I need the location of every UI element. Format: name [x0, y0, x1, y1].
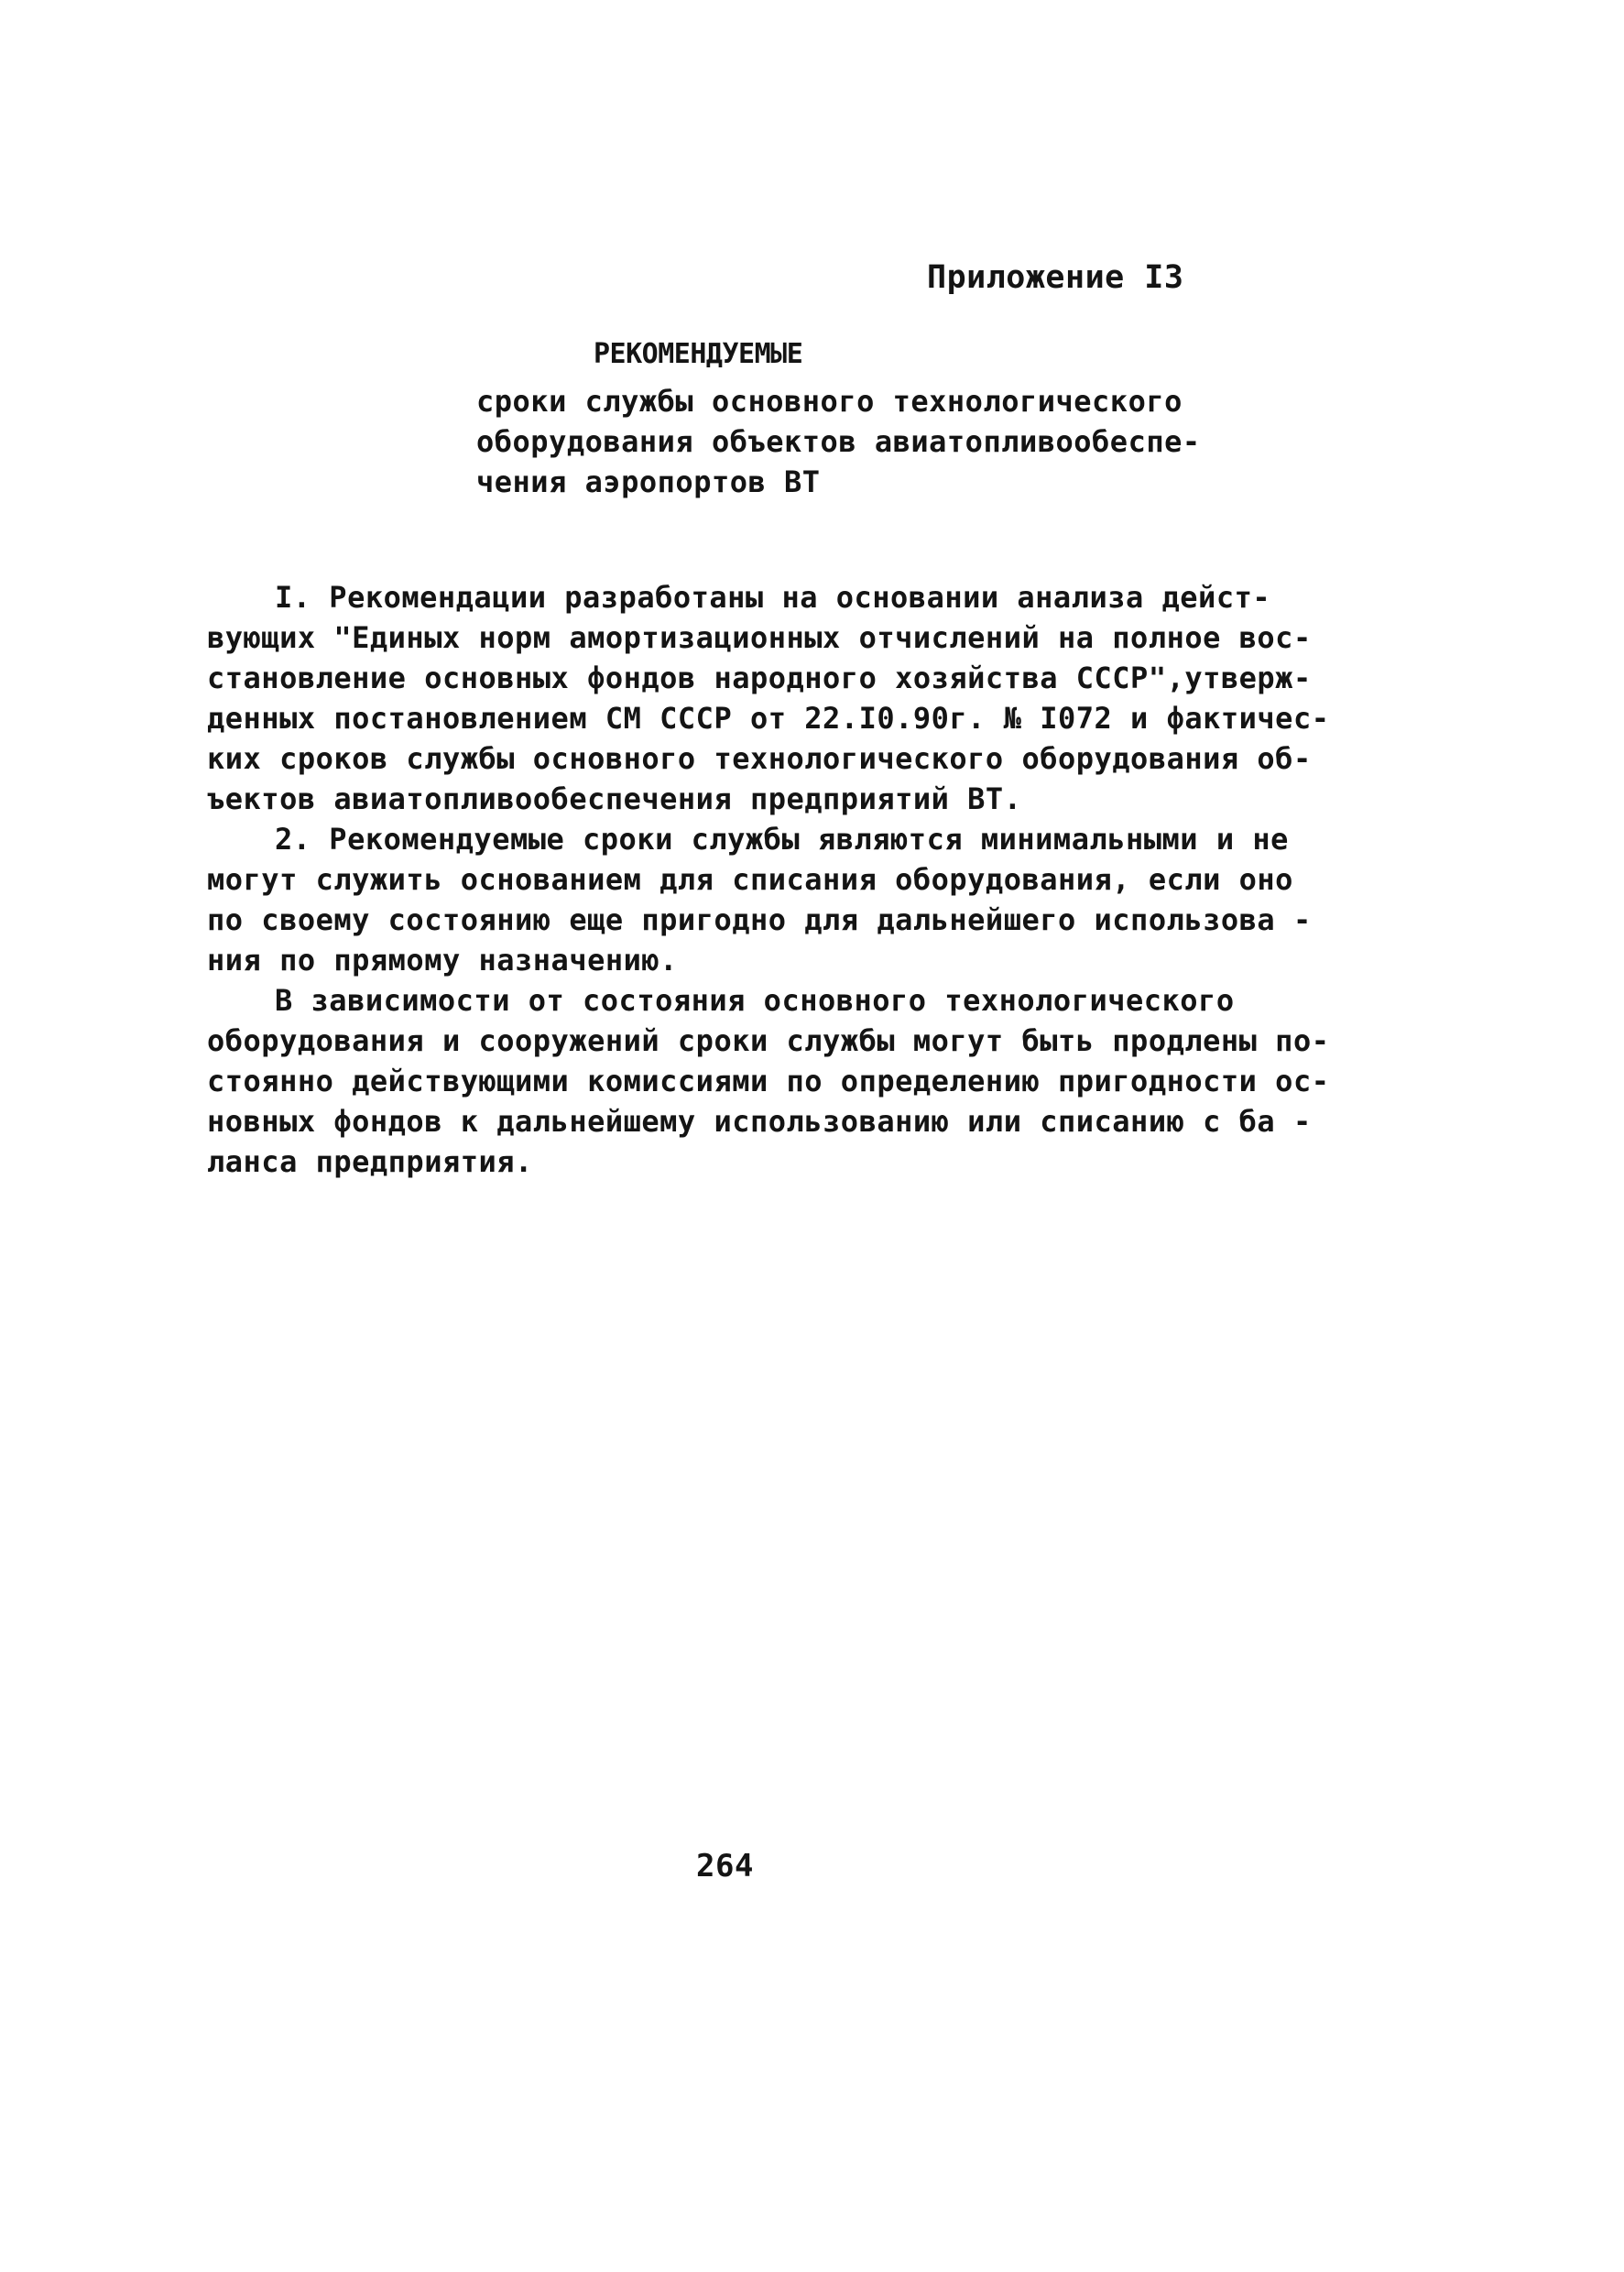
paragraph-line: вующих "Единых норм амортизационных отчислений на полное вос-: [207, 620, 1312, 655]
paragraph-line: денных постановлением СМ СССР от 22.I0.90г. № I072 и фактичес-: [207, 701, 1330, 736]
paragraph-line: по своему состоянию еще пригодно для дальнейшего использова -: [207, 902, 1312, 937]
paragraph-line: ъектов авиатопливообеспечения предприятий ВТ.: [207, 781, 1022, 816]
paragraph-line: оборудования и сооружений сроки службы могут быть продлены по-: [207, 1023, 1330, 1058]
paragraph-line: становление основных фондов народного хозяйства СССР",утверж-: [207, 661, 1312, 695]
paragraph-line: ких сроков службы основного технологического оборудования об-: [207, 741, 1312, 776]
paragraph-line: ния по прямому назначению.: [207, 943, 678, 978]
paragraph-line: новных фондов к дальнейшему использованию или списанию с ба -: [207, 1104, 1312, 1139]
page-number: 264: [696, 1848, 754, 1884]
paragraph-line: 2. Рекомендуемые сроки службы являются минимальными и не: [275, 822, 1289, 857]
subtitle-line: оборудования объектов авиатопливообеспе-: [476, 424, 1201, 459]
subtitle-line: сроки службы основного технологического: [476, 384, 1183, 419]
appendix-label: Приложение I3: [927, 259, 1184, 296]
paragraph-line: стоянно действующими комиссиями по определению пригодности ос-: [207, 1064, 1330, 1098]
paragraph-line: В зависимости от состояния основного технологического: [275, 983, 1235, 1018]
paragraph-line: могут служить основанием для списания оборудования, если оно: [207, 862, 1293, 897]
document-heading: РЕКОМЕНДУЕМЫЕ: [594, 338, 803, 370]
paragraph-line: I. Рекомендации разработаны на основании анализа дейст-: [275, 580, 1271, 615]
paragraph-line: ланса предприятия.: [207, 1144, 533, 1179]
subtitle-line: чения аэропортов ВТ: [476, 464, 821, 499]
